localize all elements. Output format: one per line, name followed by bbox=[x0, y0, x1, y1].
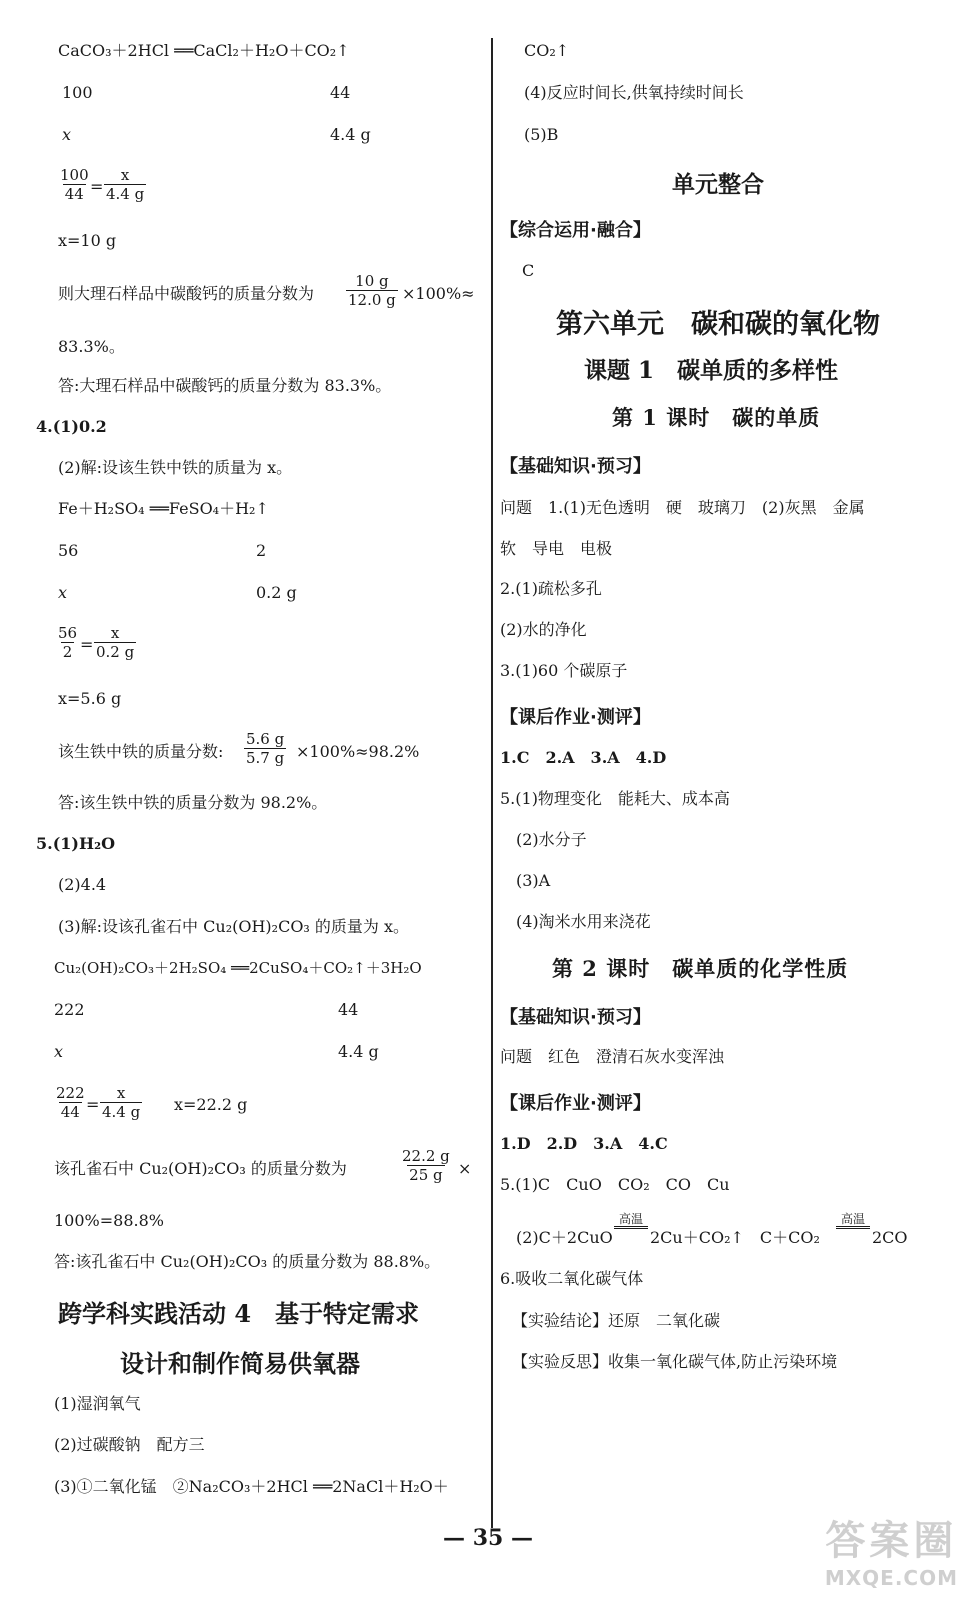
fraction: $\frac{22.2 g}{25 g}$ bbox=[402, 1147, 450, 1184]
activity-answer: (1)湿润氧气 bbox=[54, 1394, 141, 1413]
percentage-value: 83.3%。 bbox=[58, 337, 125, 356]
answer-line: (2)水分子 bbox=[516, 830, 587, 849]
section-label: 【综合运用·融合】 bbox=[500, 220, 651, 241]
section-label: 【基础知识·预习】 bbox=[500, 1007, 651, 1028]
equals-sign: = bbox=[90, 177, 104, 196]
equals-sign: = bbox=[80, 635, 94, 654]
answer-line: 【实验反思】收集一氧化碳气体,防止污染环境 bbox=[512, 1352, 838, 1371]
question-5-part-2: (2)4.4 bbox=[58, 875, 107, 894]
question-5-part-3: (3)解:设该孔雀石中 Cu₂(OH)₂CO₃ 的质量为 x。 bbox=[58, 917, 410, 936]
fraction: $\frac{x}{4.4 g}$ bbox=[102, 1084, 141, 1121]
answer-line: 2.(1)疏松多孔 bbox=[500, 579, 602, 598]
equation-part: (2)C＋2CuO bbox=[516, 1228, 613, 1247]
known-mass: 4.4 g bbox=[330, 125, 371, 144]
answer-line: (4)淘米水用来浇花 bbox=[516, 912, 651, 931]
answer-line: 5.(1)物理变化 能耗大、成本高 bbox=[500, 789, 730, 808]
percentage-suffix: × bbox=[458, 1159, 472, 1178]
watermark-logo-text: 答案圈 bbox=[825, 1518, 958, 1564]
answer-line: (3)A bbox=[516, 871, 551, 890]
reaction-equation: Fe＋H₂SO₄ ══FeSO₄＋H₂↑ bbox=[58, 499, 269, 518]
equals-sign: = bbox=[86, 1095, 100, 1114]
answer-line: 问题 红色 澄清石灰水变浑浊 bbox=[500, 1047, 725, 1066]
percentage-prefix: 则大理石样品中碳酸钙的质量分数为 bbox=[58, 284, 315, 303]
reaction-condition: 高温 bbox=[836, 1212, 870, 1229]
answer-line: 问题 1.(1)无色透明 硬 玻璃刀 (2)灰黑 金属 bbox=[500, 498, 865, 517]
answer-line: 6.吸收二氧化碳气体 bbox=[500, 1269, 644, 1288]
column-divider bbox=[491, 38, 493, 1528]
known-mass: 0.2 g bbox=[256, 583, 297, 602]
reaction-equation: CaCO₃＋2HCl ══CaCl₂＋H₂O＋CO₂↑ bbox=[58, 41, 350, 60]
page-number: — 35 — bbox=[443, 1525, 533, 1551]
fraction: $\frac{x}{0.2 g}$ bbox=[96, 624, 135, 661]
activity-answer: (3)①二氧化锰 ②Na₂CO₃＋2HCl ══2NaCl＋H₂O＋ bbox=[54, 1477, 449, 1496]
answer-line: C bbox=[522, 261, 535, 280]
period-title: 第 1 课时 碳的单质 bbox=[612, 405, 821, 430]
unknown-variable: x bbox=[58, 583, 68, 602]
answer-line: 【实验结论】还原 二氧化碳 bbox=[512, 1311, 721, 1330]
fraction: $\frac{100}{44}$ bbox=[60, 166, 89, 203]
answer-line: 1.D 2.D 3.A 4.C bbox=[500, 1134, 668, 1153]
answer-line: 3.(1)60 个碳原子 bbox=[500, 661, 628, 680]
known-mass: 4.4 g bbox=[338, 1042, 379, 1061]
molar-mass-value: 56 bbox=[58, 541, 79, 560]
activity-answer: (5)B bbox=[524, 125, 559, 144]
reaction-equation: Cu₂(OH)₂CO₃＋2H₂SO₄ ══2CuSO₄＋CO₂↑＋3H₂O bbox=[54, 959, 422, 977]
fraction: $\frac{10 g}{12.0 g}$ bbox=[348, 272, 396, 309]
fraction: $\frac{56}{2}$ bbox=[58, 624, 78, 661]
unknown-variable: x bbox=[54, 1042, 64, 1061]
lesson-title: 课题 1 碳单质的多样性 bbox=[584, 357, 839, 384]
answer-line: (2)水的净化 bbox=[500, 620, 587, 639]
period-title: 第 2 课时 碳单质的化学性质 bbox=[552, 956, 849, 981]
unknown-variable: x bbox=[62, 125, 72, 144]
question-4-part-1: 4.(1)0.2 bbox=[36, 417, 107, 436]
fraction: $\frac{222}{44}$ bbox=[56, 1084, 85, 1121]
answer-line: 软 导电 电极 bbox=[500, 539, 613, 558]
equation-part: 2Cu＋CO₂↑ C＋CO₂ bbox=[650, 1228, 820, 1247]
activity-answer: (4)反应时间长,供氧持续时间长 bbox=[524, 83, 744, 102]
watermark-url: MXQE.COM bbox=[824, 1566, 958, 1590]
activity-title: 跨学科实践活动 4 基于特定需求 bbox=[58, 1299, 420, 1328]
reaction-condition: 高温 bbox=[614, 1212, 648, 1229]
answer-line: 答:该生铁中铁的质量分数为 98.2%。 bbox=[58, 793, 328, 812]
result-line: x=22.2 g bbox=[174, 1095, 248, 1114]
activity-answer: (2)过碳酸钠 配方三 bbox=[54, 1435, 205, 1454]
section-label: 【课后作业·测评】 bbox=[500, 707, 651, 728]
percentage-prefix: 该孔雀石中 Cu₂(OH)₂CO₃ 的质量分数为 bbox=[54, 1159, 347, 1178]
answer-line: 5.(1)C CuO CO₂ CO Cu bbox=[500, 1175, 730, 1194]
percentage-value: 100%=88.8% bbox=[54, 1211, 164, 1230]
answer-line: 答:该孔雀石中 Cu₂(OH)₂CO₃ 的质量分数为 88.8%。 bbox=[54, 1252, 441, 1271]
section-title: 单元整合 bbox=[672, 171, 764, 198]
equation-continuation: CO₂↑ bbox=[524, 41, 570, 60]
percentage-suffix: ×100%≈ bbox=[402, 284, 475, 303]
percentage-prefix: 该生铁中铁的质量分数: bbox=[58, 742, 224, 761]
percentage-suffix: ×100%≈98.2% bbox=[296, 742, 420, 761]
section-label: 【课后作业·测评】 bbox=[500, 1093, 651, 1114]
equation-part: 2CO bbox=[872, 1228, 908, 1247]
answer-line: 答:大理石样品中碳酸钙的质量分数为 83.3%。 bbox=[58, 376, 392, 395]
result-line: x=5.6 g bbox=[58, 689, 122, 708]
fraction: $\frac{5.6 g}{5.7 g}$ bbox=[246, 730, 285, 767]
activity-title: 设计和制作简易供氧器 bbox=[120, 1349, 360, 1378]
answer-line: 1.C 2.A 3.A 4.D bbox=[500, 748, 667, 767]
result-line: x=10 g bbox=[58, 231, 117, 250]
molar-mass-value: 100 bbox=[62, 83, 93, 102]
molar-mass-value: 44 bbox=[330, 83, 351, 102]
question-4-part-2: (2)解:设该生铁中铁的质量为 x。 bbox=[58, 458, 293, 477]
question-5-part-1: 5.(1)H₂O bbox=[36, 834, 116, 853]
molar-mass-value: 44 bbox=[338, 1000, 359, 1019]
molar-mass-value: 222 bbox=[54, 1000, 85, 1019]
molar-mass-value: 2 bbox=[256, 541, 267, 560]
section-label: 【基础知识·预习】 bbox=[500, 456, 651, 477]
unit-title: 第六单元 碳和碳的氧化物 bbox=[556, 309, 880, 340]
site-watermark bbox=[825, 1509, 958, 1590]
fraction: $\frac{x}{4.4 g}$ bbox=[106, 166, 145, 203]
